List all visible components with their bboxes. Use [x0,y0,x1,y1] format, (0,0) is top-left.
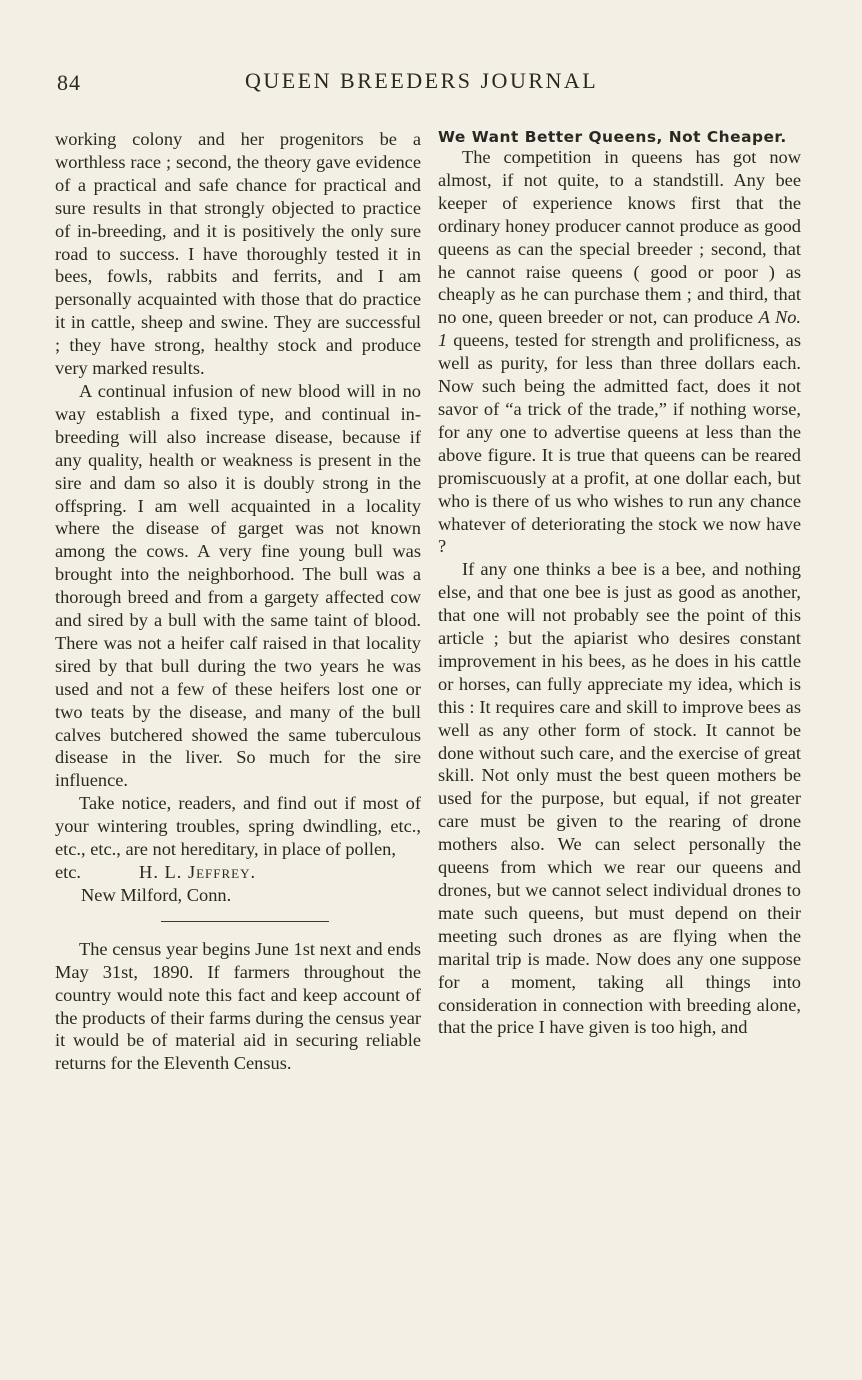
signature-etc: etc. [55,862,82,882]
page-number: 84 [57,70,81,95]
author-location: New Milford, Conn. [81,884,232,905]
section-divider [161,921,329,922]
signature-line [55,861,421,884]
running-title: QUEEN BREEDERS JOURNAL [245,68,599,93]
right-paragraph-1-part-a: The competition in queens has got now almost, if not quite, to a standstill. Any bee keeper of experience knows first that the ordinary honey producer cannot produce as good queens as can the special breeder ; second, that he cannot raise queens ( good or poor ) as cheaply as he can purchase them ; and third, that no one, queen breeder or not, can produce [438,147,801,328]
right-paragraph-1 [438,146,801,558]
left-paragraph-3: Take notice, readers, and find out if most of your wintering troubles, spring dwindling, etc., etc., etc., are not hereditary, in place of pollen, [55,793,421,860]
left-paragraph-1: working colony and her progenitors be a worthless race ; second, the theory gave evidence of a practical and safe chance for practical and sure results in that strongly objected to practice of in-breeding, and it is positively the only sure road to success. I have thoroughly tested it in bees, fowls, rabbits and ferrits, and I am personally acquainted with those that do practice it in cattle, sheep and swine. They are successful ; they have strong, healthy stock and produce very marked results. [55,129,421,379]
grade-a-no-1: A No. 1 [438,307,801,351]
left-column [55,128,421,1075]
left-paragraph-2: A continual infusion of new blood will in no way establish a fixed type, and continual in-breeding will also increase disease, because if any quality, health or weakness is present in the sire and dam so also it is doubly strong in the offspring. I am well acquainted in a locality where the disease of garget was not known among the cows. A very fine young bull was brought into the neighborhood. The bull was a thorough breed and from a gargety affected cow and sired by a bull with the same taint of blood. There was not a heifer calf raised in that locality sired by that bull during the two years he was used and not a few of these heifers lost one or two teats by the disease, and many of the bull calves butchered showed the same tuberculous disease in the liver. So much for the sire influence. [55,380,421,791]
right-paragraph-2: If any one thinks a bee is a bee, and nothing else, and that one bee is just as good as another, that one will not probably see the point of this article ; but the apiarist who desires constant improvement in his bees, as he does in his cattle or horses, can fully appreciate my idea, which is this : It requires care and skill to improve bees as well as any other form of stock. It cannot be done without such care, and the exercise of great skill. Not only must the best queen mothers be used for the purpose, but equal, if not greater care must be given to the rearing of drone mothers also. We can select personally the queens from which we rear our queens and drones, but we cannot select individual drones to mate such queens, but must depend on their meeting such drones as are flying when the marital trip is made. Now does any one suppose for a moment, taking all things into consideration in connection with breeding alone, that the price I have given is too high, and [438,559,801,1038]
right-paragraph-1-part-b: queens, tested for strength and prolificness, as well as purity, for less than three dollars each. Now such being the admitted fact, does it not savor of “a trick of the trade,” if nothing worse, for any one to advertise queens at less than the above figure. It is true that queens can be reared promiscuously at a profit, at one dollar each, but who is there of us who wishes to run any chance whatever of deteriorating the stock we now have ? [438,330,801,557]
census-note: The census year begins June 1st next and ends May 31st, 1890. If farmers throughout the country would note this fact and keep account of the products of their farms during the census year it would be of material aid in securing reliable returns for the Eleventh Census. [55,938,421,1074]
article-headline: We Want Better Queens, Not Cheaper. [438,128,787,146]
author-signature: H. L. Jeffrey. [139,862,257,882]
right-column [438,128,801,1039]
